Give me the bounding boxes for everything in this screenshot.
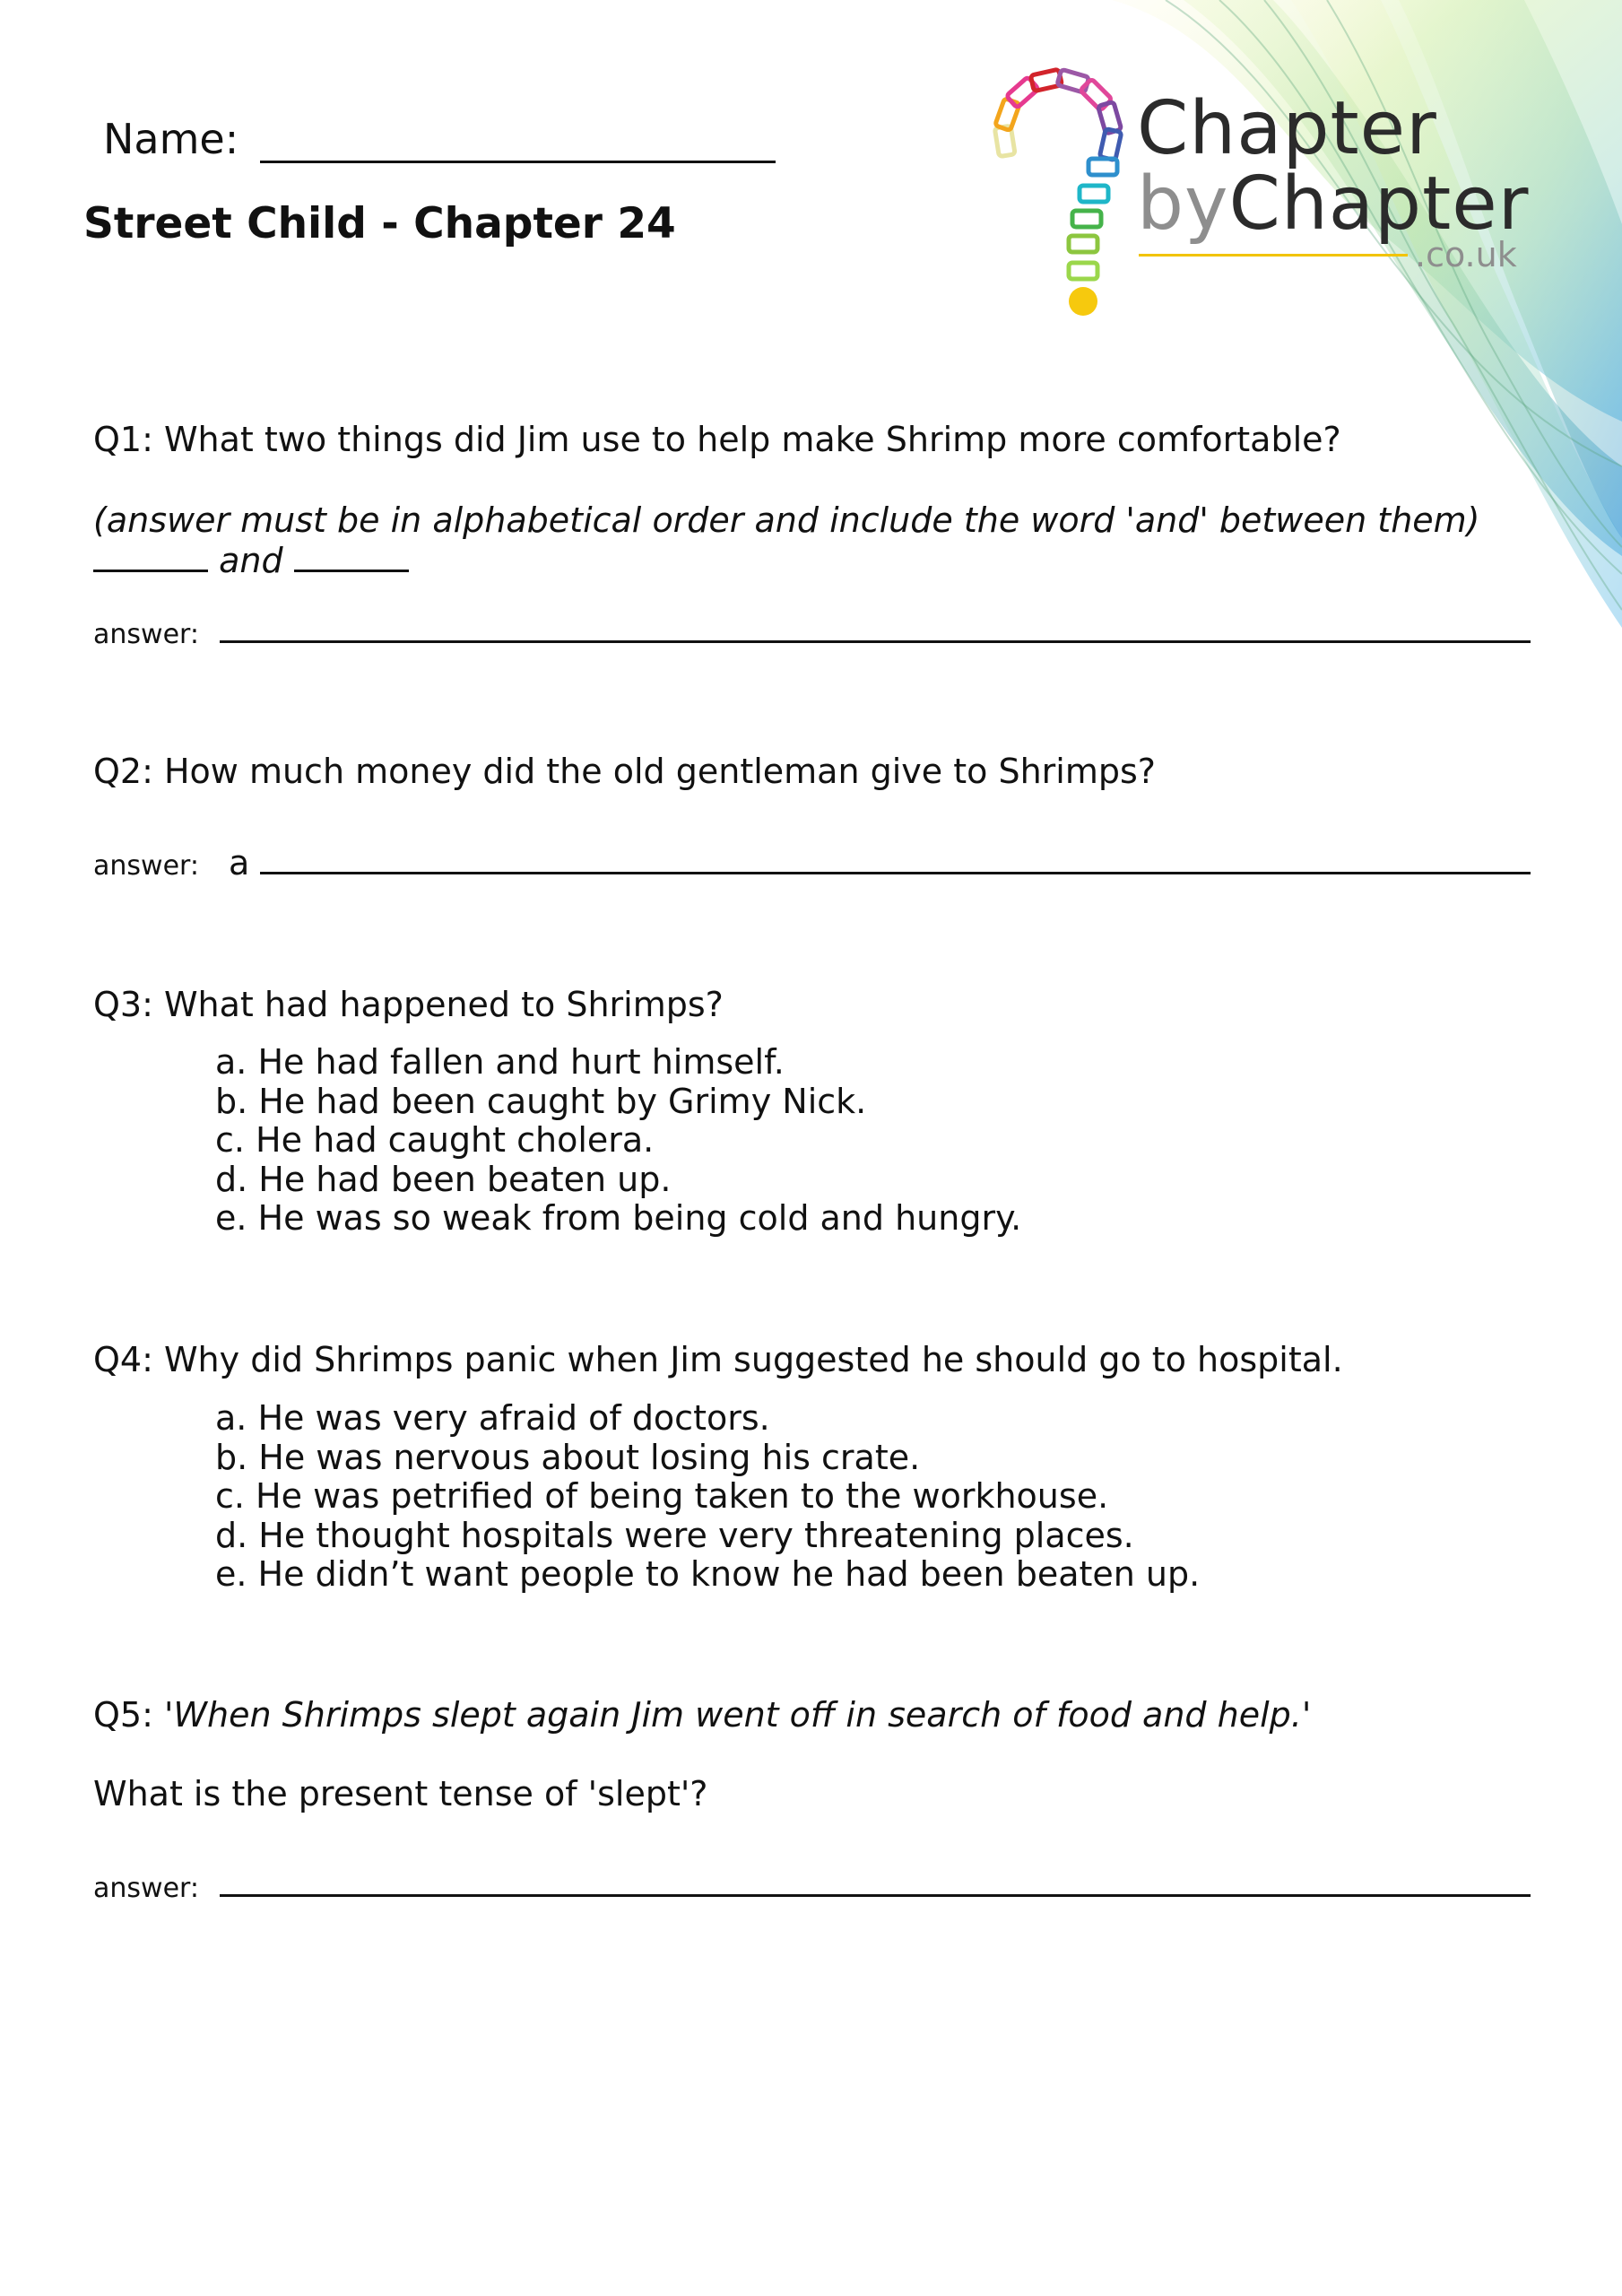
- logo-book-icon: [1072, 211, 1101, 227]
- question-5-prefix: Q5:: [93, 1695, 153, 1735]
- question-5-line: [93, 1695, 1311, 1735]
- question-4-option-d[interactable]: d. He thought hospitals were very threatening places.: [215, 1515, 1134, 1555]
- question-5-answer-label: answer:: [93, 1873, 199, 1904]
- question-3-option-b[interactable]: b. He had been caught by Grimy Nick.: [215, 1081, 867, 1121]
- logo-book-icon: [1080, 186, 1108, 202]
- question-4-option-c[interactable]: c. He was petrified of being taken to the workhouse.: [215, 1476, 1109, 1516]
- logo-tld: .co.uk: [1415, 235, 1517, 274]
- name-label: Name:: [103, 115, 239, 163]
- question-3-option-c[interactable]: c. He had caught cholera.: [215, 1120, 655, 1160]
- name-field-row: [103, 115, 776, 163]
- question-4-text: Q4: Why did Shrimps panic when Jim suggested he should go to hospital.: [93, 1340, 1343, 1379]
- question-4-options: [215, 1399, 1200, 1595]
- question-1-text: Q1: What two things did Jim use to help make Shrimp more comfortable?: [93, 420, 1341, 459]
- name-input-line[interactable]: [260, 118, 776, 163]
- question-2-answer-label: answer:: [93, 850, 199, 882]
- logo-book-icon: [1069, 236, 1097, 252]
- question-1-answer-line[interactable]: [220, 640, 1531, 643]
- question-3-option-a[interactable]: a. He had fallen and hurt himself.: [215, 1042, 785, 1082]
- question-5-quote: 'When Shrimps slept again Jim went off in search of food and help.': [163, 1695, 1312, 1735]
- question-1-answer-label: answer:: [93, 619, 199, 650]
- worksheet-title: Street Child - Chapter 24: [83, 199, 676, 248]
- logo-text-chapter: Chapter: [1228, 161, 1530, 247]
- blank-line-2: [294, 540, 409, 572]
- logo-book-icon: [1069, 263, 1097, 279]
- logo-text-by: by: [1137, 161, 1229, 247]
- question-4-option-b[interactable]: b. He was nervous about losing his crate.: [215, 1437, 921, 1477]
- question-2-answer-line[interactable]: [260, 872, 1531, 874]
- question-3-text: Q3: What had happened to Shrimps?: [93, 985, 724, 1024]
- question-2-answer-prefix: a: [229, 843, 250, 883]
- logo-dot-icon: [1069, 287, 1097, 316]
- question-3-option-d[interactable]: d. He had been beaten up.: [215, 1159, 672, 1199]
- question-1-blanks: [93, 540, 409, 580]
- blank-joiner: and: [219, 541, 283, 580]
- question-1-note: (answer must be in alphabetical order and include the word 'and' between them): [93, 500, 1480, 540]
- question-4-option-a[interactable]: a. He was very afraid of doctors.: [215, 1398, 770, 1438]
- question-4-option-e[interactable]: e. He didn’t want people to know he had been beaten up.: [215, 1554, 1201, 1594]
- logo-text-line1: Chapter: [1137, 86, 1437, 171]
- question-2-text: Q2: How much money did the old gentleman give to Shrimps?: [93, 752, 1156, 791]
- question-5-answer-line[interactable]: [220, 1894, 1531, 1897]
- logo-underline: [1139, 254, 1408, 257]
- question-3-option-e[interactable]: e. He was so weak from being cold and hungry.: [215, 1198, 1022, 1238]
- question-3-options: [215, 1043, 1021, 1239]
- logo-text-line2: [1137, 161, 1529, 247]
- question-5-text: What is the present tense of 'slept'?: [93, 1774, 708, 1813]
- blank-line-1: [93, 540, 208, 572]
